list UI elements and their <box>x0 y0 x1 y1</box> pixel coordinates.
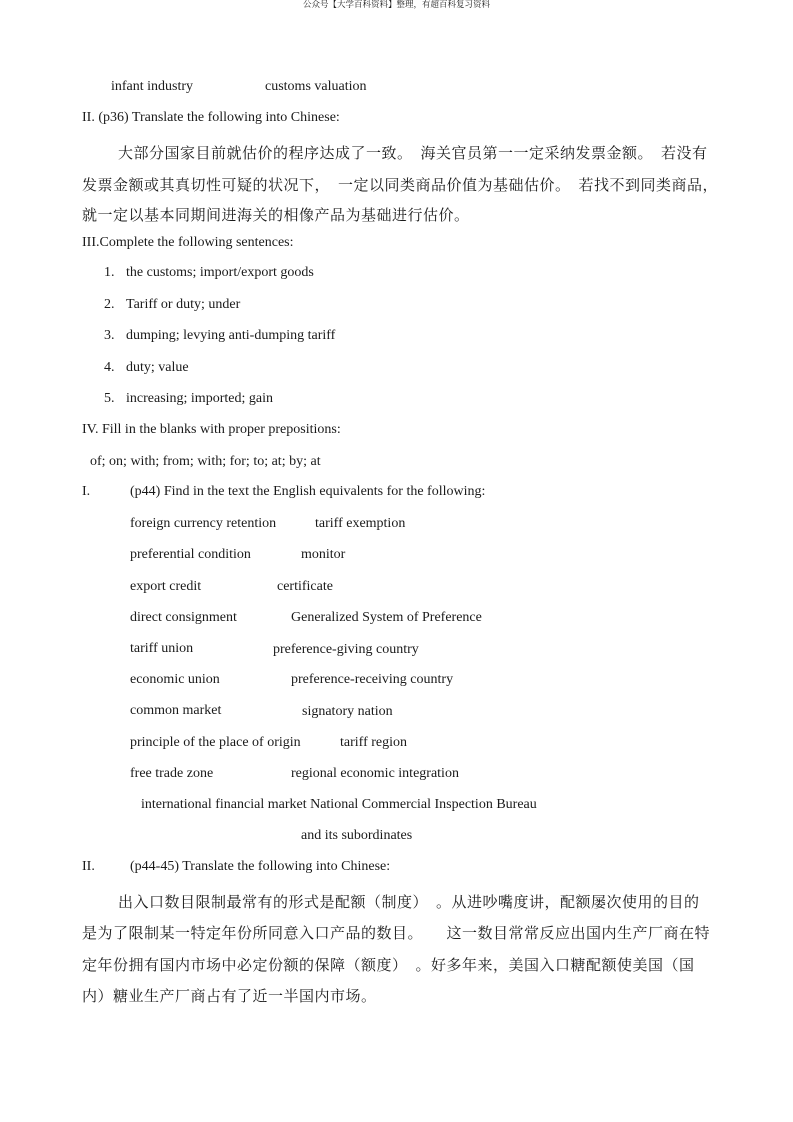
term-right: Generalized System of Preference <box>291 610 482 625</box>
chinese-line: 就一定以基本同期间进海关的相像产品为基础进行估价。 <box>82 208 470 224</box>
list-item <box>104 360 189 376</box>
term-right: monitor <box>301 547 346 562</box>
term-right: signatory nation <box>302 704 393 719</box>
term-right: tariff exemption <box>315 516 406 531</box>
term-left: infant industry <box>111 79 194 94</box>
chinese-line: 是为了限制某一特定年份所同意入口产品的数目。 这一数目常常反应出国内生产厂商在特 <box>82 926 711 942</box>
term-left: tariff union <box>130 641 194 656</box>
page-header <box>0 0 793 10</box>
chinese-line: 内）糖业生产厂商占有了近一半国内市场。 <box>82 989 377 1005</box>
chinese-line: 出入口数目限制最常有的形式是配额（制度） 。从进吵嘴度讲，配额屡次使用的目的 <box>118 895 700 911</box>
term-left: direct consignment <box>130 610 237 625</box>
list-item <box>104 297 240 313</box>
chinese-line: 发票金额或其真切性可疑的状况下， 一定以同类商品价值为基础估价。 若找不到同类商品， <box>82 178 719 194</box>
section-heading: (p44) Find in the text the English equivalents for the following: <box>130 484 486 499</box>
item-text: dumping; levying anti-dumping tariff <box>126 328 336 343</box>
section-number: I. <box>82 484 91 499</box>
term-right: certificate <box>277 579 333 594</box>
section-heading: II. (p36) Translate the following into Chinese: <box>82 110 340 125</box>
term-right: tariff region <box>340 735 407 750</box>
term-long-line: international financial market National Commercial Inspection Bureau <box>141 797 537 812</box>
list-item <box>104 391 273 407</box>
item-number: 2. <box>104 297 115 312</box>
section-heading: (p44-45) Translate the following into Chinese: <box>130 859 391 874</box>
term-left: preferential condition <box>130 547 251 562</box>
term-long-line-cont: and its subordinates <box>301 828 413 843</box>
item-number: 3. <box>104 328 115 343</box>
item-number: 5. <box>104 391 115 406</box>
item-text: increasing; imported; gain <box>126 391 273 406</box>
section-heading: IV. Fill in the blanks with proper prepositions: <box>82 422 341 437</box>
term-right: regional economic integration <box>291 766 459 781</box>
section-heading: III.Complete the following sentences: <box>82 235 294 250</box>
list-item <box>104 328 335 344</box>
term-left: free trade zone <box>130 766 214 781</box>
term-left: export credit <box>130 579 202 594</box>
item-number: 4. <box>104 360 115 375</box>
list-item <box>104 265 314 281</box>
item-number: 1. <box>104 265 115 280</box>
answer-line: of; on; with; from; with; for; to; at; by; at <box>90 454 321 469</box>
term-right: preference-receiving country <box>291 672 454 687</box>
term-left: foreign currency retention <box>130 516 277 531</box>
section-number: II. <box>82 859 95 874</box>
chinese-line: 定年份拥有国内市场中必定份额的保障（额度） 。好多年来，美国入口糖配额使美国（国 <box>82 958 695 974</box>
item-text: the customs; import/export goods <box>126 265 314 280</box>
term-left: principle of the place of origin <box>130 735 301 750</box>
term-left: economic union <box>130 672 220 687</box>
item-text: duty; value <box>126 360 189 375</box>
header-notice: 公众号【大学百科资料】整理，有超百科复习资料 <box>302 0 490 9</box>
item-text: Tariff or duty; under <box>126 297 241 312</box>
term-right: customs valuation <box>265 79 367 94</box>
term-right: preference-giving country <box>273 642 419 657</box>
chinese-line: 大部分国家目前就估价的程序达成了一致。 海关官员第一一定采纳发票金额。 若没有 <box>118 146 708 162</box>
term-left: common market <box>130 703 222 718</box>
